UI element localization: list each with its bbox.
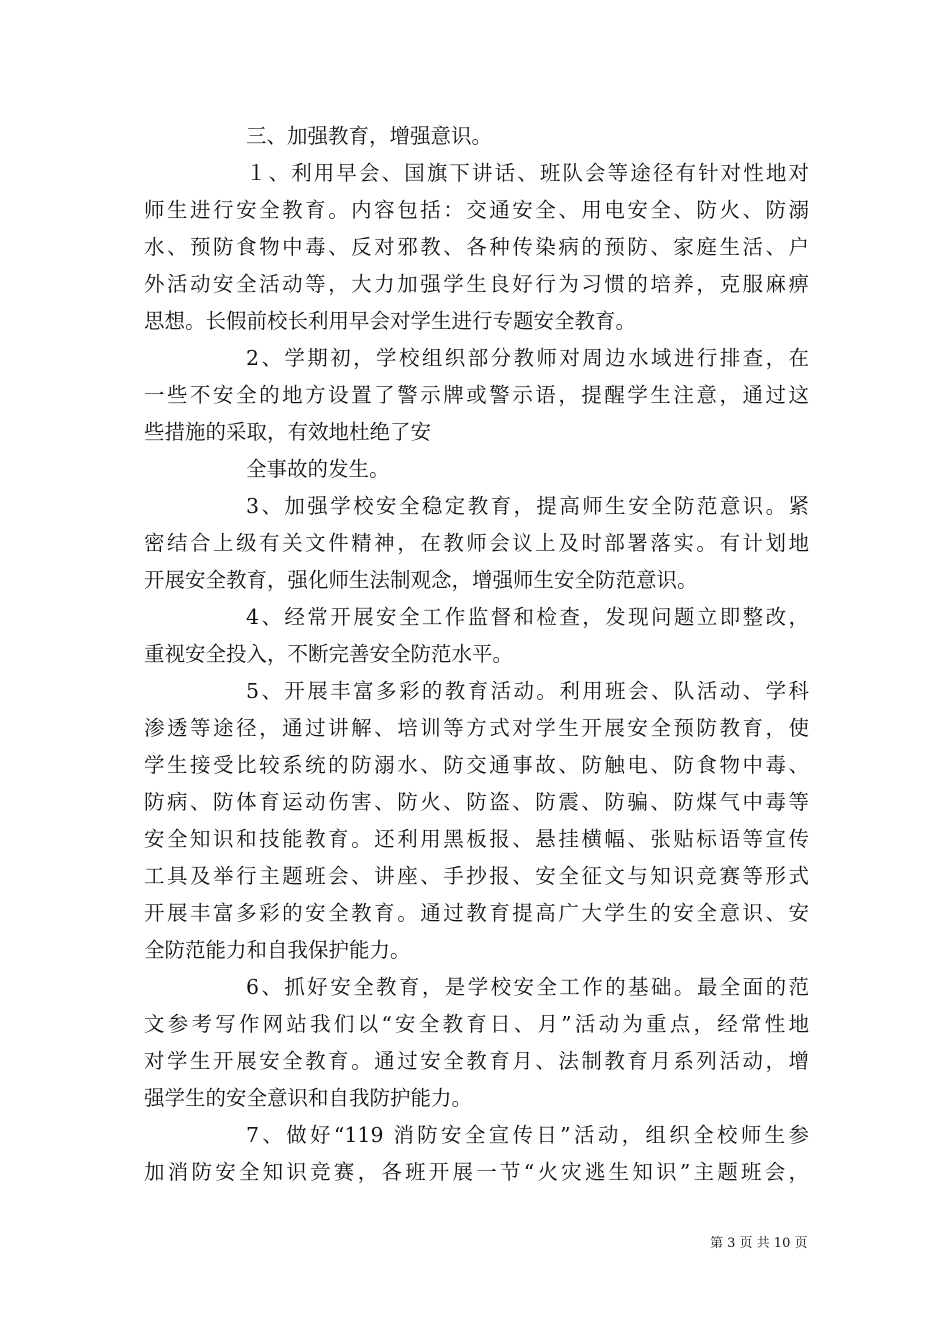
page-number-footer: 第 3 页 共 10 页 [710, 1236, 808, 1251]
paragraph-line: 师生进行安全教育。内容包括：交通安全、用电安全、防火、防溺 [144, 198, 809, 222]
paragraph-line: 些措施的采取，有效地杜绝了安 [144, 420, 431, 444]
paragraph-line: 防病、防体育运动伤害、防火、防盗、防震、防骗、防煤气中毒等 [144, 790, 809, 814]
paragraph-line: 开展安全教育，强化师生法制观念，增强师生安全防范意识。 [144, 568, 698, 592]
paragraph-line: 工具及举行主题班会、讲座、手抄报、安全征文与知识竞赛等形式 [144, 864, 809, 888]
paragraph-line: 渗透等途径，通过讲解、培训等方式对学生开展安全预防教育，使 [144, 716, 809, 740]
paragraph-line: 加消防安全知识竞赛，各班开展一节“火灾逃生知识”主题班会， [144, 1160, 809, 1184]
paragraph-line: 思想。长假前校长利用早会对学生进行专题安全教育。 [144, 309, 636, 333]
paragraph-line: 一些不安全的地方设置了警示牌或警示语，提醒学生注意，通过这 [144, 383, 809, 407]
paragraph-line: 4、经常开展安全工作监督和检查，发现问题立即整改， [246, 605, 809, 629]
paragraph-line: 5、开展丰富多彩的教育活动。利用班会、队活动、学科 [246, 679, 809, 703]
section-heading: 三、加强教育，增强意识。 [246, 124, 492, 148]
paragraph-line: 水、预防食物中毒、反对邪教、各种传染病的预防、家庭生活、户 [144, 235, 809, 259]
paragraph-line: 安全知识和技能教育。还利用黑板报、悬挂横幅、张贴标语等宣传 [144, 827, 809, 851]
paragraph-line: 文参考写作网站我们以“安全教育日、月”活动为重点，经常性地 [144, 1012, 809, 1036]
paragraph-line: 开展丰富多彩的安全教育。通过教育提高广大学生的安全意识、安 [144, 901, 809, 925]
paragraph-line: 全事故的发生。 [246, 457, 390, 481]
paragraph-line: 对学生开展安全教育。通过安全教育月、法制教育月系列活动，增 [144, 1049, 809, 1073]
paragraph-line: 学生接受比较系统的防溺水、防交通事故、防触电、防食物中毒、 [144, 753, 809, 777]
paragraph-line: 2、学期初，学校组织部分教师对周边水域进行排查，在 [246, 346, 809, 370]
paragraph-line: 6、抓好安全教育，是学校安全工作的基础。最全面的范 [246, 975, 809, 999]
paragraph-line: 强学生的安全意识和自我防护能力。 [144, 1086, 472, 1110]
paragraph-line: 全防范能力和自我保护能力。 [144, 938, 411, 962]
paragraph-line: 外活动安全活动等，大力加强学生良好行为习惯的培养，克服麻痹 [144, 272, 809, 296]
paragraph-line: 3、加强学校安全稳定教育，提高师生安全防范意识。紧 [246, 494, 809, 518]
paragraph-line: 7、做好“119 消防安全宣传日”活动，组织全校师生参 [246, 1123, 809, 1147]
paragraph-line: 密结合上级有关文件精神，在教师会议上及时部署落实。有计划地 [144, 531, 809, 555]
paragraph-line: 重视安全投入，不断完善安全防范水平。 [144, 642, 513, 666]
paragraph-line: １、利用早会、国旗下讲话、班队会等途径有针对性地对 [246, 161, 809, 185]
